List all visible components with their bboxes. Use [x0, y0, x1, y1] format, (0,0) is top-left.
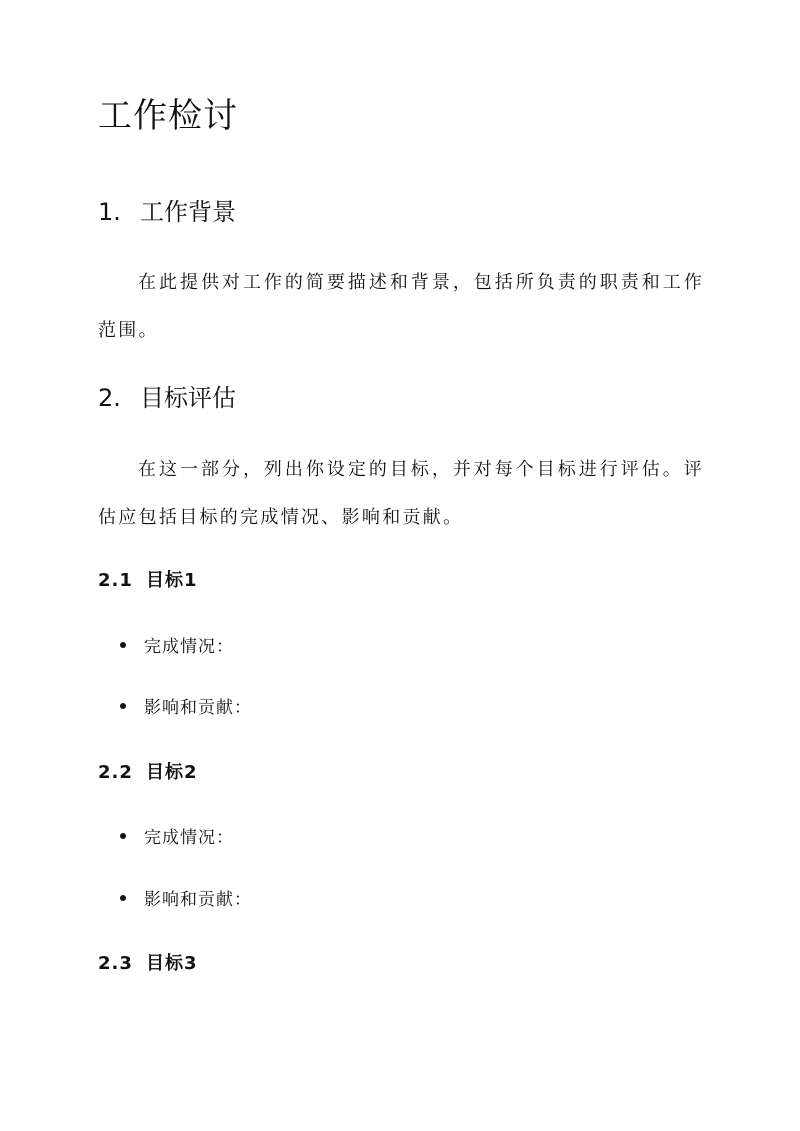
- section-number: 1.: [98, 198, 121, 226]
- bullet-dot: [120, 895, 126, 901]
- subsection-title: 目标2: [146, 762, 198, 783]
- subsection-number: 2.3: [98, 953, 133, 974]
- list-item: [120, 633, 234, 661]
- subsection-heading-2-1: [98, 567, 198, 595]
- list-item-text: 影响和贡献：: [144, 890, 252, 910]
- list-item: [120, 694, 252, 722]
- section-heading-2: [98, 382, 236, 414]
- bullet-dot: [120, 703, 126, 709]
- section-title: 目标评估: [140, 384, 236, 412]
- document-title: 工作检讨: [98, 96, 238, 136]
- subsection-heading-2-2: [98, 759, 198, 787]
- list-item: [120, 824, 234, 852]
- bullet-dot: [120, 833, 126, 839]
- section-title: 工作背景: [140, 198, 236, 226]
- section-paragraph-2: 在这一部分，列出你设定的目标，并对每个目标进行评估。评估应包括目标的完成情况、影响和贡献。: [98, 459, 704, 528]
- subsection-number: 2.1: [98, 570, 133, 591]
- subsection-title: 目标3: [146, 953, 198, 974]
- subsection-number: 2.2: [98, 762, 133, 783]
- section-heading-1: [98, 196, 236, 228]
- section-number: 2.: [98, 384, 121, 412]
- bullet-dot: [120, 642, 126, 648]
- list-item-text: 影响和贡献：: [144, 698, 252, 718]
- section-paragraph-1: 在此提供对工作的简要描述和背景，包括所负责的职责和工作范围。: [98, 272, 704, 341]
- list-item-text: 完成情况：: [144, 828, 234, 848]
- subsection-heading-2-3: [98, 950, 198, 978]
- subsection-title: 目标1: [146, 570, 198, 591]
- list-item-text: 完成情况：: [144, 637, 234, 657]
- list-item: [120, 886, 252, 914]
